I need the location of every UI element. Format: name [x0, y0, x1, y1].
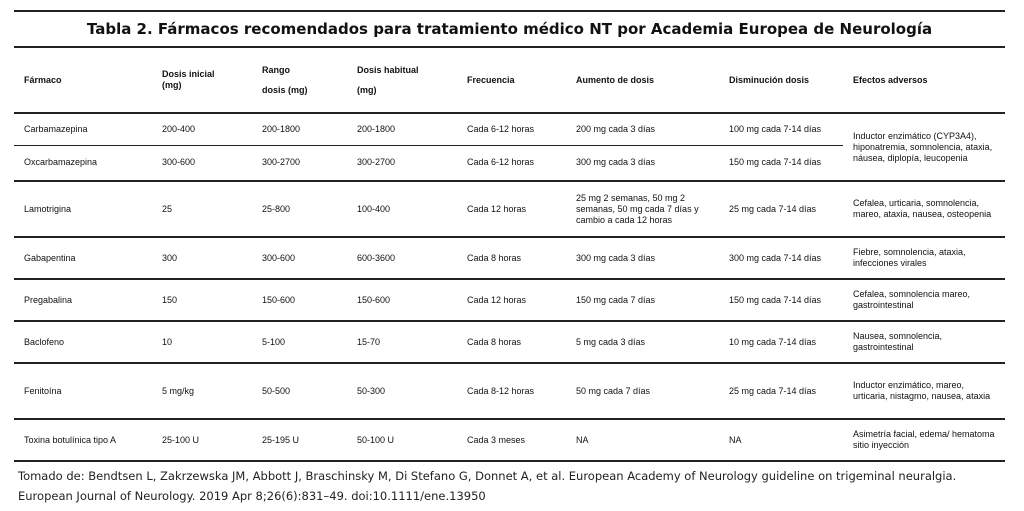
- cell-aumento: NA: [566, 419, 719, 461]
- header-dosis-habitual-unit: (mg): [357, 84, 377, 95]
- table-row: [14, 181, 1005, 237]
- table-row: [14, 419, 1005, 461]
- cell-habitual: 100-400: [347, 181, 457, 237]
- cell-inicial: 10: [152, 321, 252, 363]
- cell-rango: 200-1800: [262, 123, 301, 134]
- cell-disminucion: 25 mg cada 7-14 días: [719, 363, 843, 419]
- source-line-1: Tomado de: Bendtsen L, Zakrzewska JM, Abbott J, Braschinsky M, Di Stefano G, Donnet A, et al. European Academy of Neurology guideline on trigeminal neuralgia.: [18, 469, 957, 483]
- cell-disminucion: NA: [719, 419, 843, 461]
- header-dosis-habitual: [347, 47, 457, 113]
- header-aumento: Aumento de dosis: [566, 47, 719, 113]
- header-rango-unit: dosis (mg): [262, 84, 308, 95]
- cell-rango: 25-800: [252, 181, 347, 237]
- cell-farmaco: Baclofeno: [14, 321, 152, 363]
- cell-rango: 300-600: [252, 237, 347, 279]
- cell-inicial: 150: [152, 279, 252, 321]
- header-dosis-inicial-label: Dosis inicial: [162, 69, 215, 79]
- header-farmaco: Fármaco: [14, 47, 152, 113]
- cell-habitual: 50-100 U: [347, 419, 457, 461]
- cell-farmaco: Carbamazepina: [24, 123, 88, 134]
- cell-habitual: 300-2700: [347, 145, 457, 181]
- table-container: [14, 10, 1005, 462]
- cell-efectos: Asimetría facial, edema/ hematoma sitio inyección: [843, 419, 1005, 461]
- table-row: [14, 363, 1005, 419]
- table-row: [14, 321, 1005, 363]
- cell-frecuencia: Cada 6-12 horas: [467, 123, 535, 134]
- cell-habitual: 150-600: [347, 279, 457, 321]
- cell-efectos: Inductor enzimático, mareo, urticaria, nistagmo, nausea, ataxia: [843, 363, 1005, 419]
- cell-habitual: 600-3600: [347, 237, 457, 279]
- cell-efectos: Fiebre, somnolencia, ataxia, infecciones virales: [843, 237, 1005, 279]
- table-row: [14, 237, 1005, 279]
- cell-inicial: 5 mg/kg: [152, 363, 252, 419]
- cell-farmaco: Fenitoína: [14, 363, 152, 419]
- header-rango-label: Rango: [262, 64, 290, 75]
- cell-frecuencia: Cada 12 horas: [457, 181, 566, 237]
- cell-aumento: 50 mg cada 7 días: [566, 363, 719, 419]
- cell-disminucion: 150 mg cada 7-14 días: [719, 279, 843, 321]
- cell-frecuencia: Cada 8 horas: [457, 321, 566, 363]
- header-efectos: Efectos adversos: [843, 47, 1005, 113]
- header-rango: [252, 47, 347, 113]
- cell-disminucion: 300 mg cada 7-14 días: [719, 237, 843, 279]
- cell-farmaco: Pregabalina: [14, 279, 152, 321]
- cell-efectos: Nausea, somnolencia, gastrointestinal: [843, 321, 1005, 363]
- cell-rango: 300-2700: [252, 145, 347, 181]
- header-dosis-inicial-unit: (mg): [162, 80, 182, 90]
- cell-rango: 50-500: [252, 363, 347, 419]
- source-citation: [18, 466, 1018, 506]
- table-row: [14, 279, 1005, 321]
- cell-frecuencia: Cada 8-12 horas: [457, 363, 566, 419]
- cell-inicial: 200-400: [162, 123, 196, 134]
- header-disminucion: Disminución dosis: [719, 47, 843, 113]
- cell-inicial: 300-600: [152, 145, 252, 181]
- cell-habitual: 200-1800: [357, 123, 396, 134]
- cell-farmaco: Toxina botulínica tipo A: [14, 419, 152, 461]
- cell-habitual: 50-300: [347, 363, 457, 419]
- table-row: [14, 113, 1005, 145]
- cell-frecuencia: Cada 6-12 horas: [457, 145, 566, 181]
- cell-efectos: Cefalea, somnolencia mareo, gastrointestinal: [843, 279, 1005, 321]
- cell-farmaco: Gabapentina: [14, 237, 152, 279]
- cell-aumento: 25 mg 2 semanas, 50 mg 2 semanas, 50 mg cada 7 días y cambio a cada 12 horas: [566, 181, 719, 237]
- header-dosis-inicial: [152, 47, 252, 113]
- title-bar: [14, 10, 1005, 46]
- cell-efectos: Cefalea, urticaria, somnolencia, mareo, ataxia, nausea, osteopenia: [843, 181, 1005, 237]
- cell-inicial: 300: [152, 237, 252, 279]
- cell-habitual: 15-70: [347, 321, 457, 363]
- table-title: Tabla 2. Fármacos recomendados para tratamiento médico NT por Academia Europea de Neurología: [86, 20, 933, 38]
- drug-table: [14, 46, 1005, 462]
- cell-frecuencia: Cada 12 horas: [457, 279, 566, 321]
- cell-frecuencia: Cada 8 horas: [457, 237, 566, 279]
- cell-disminucion: 10 mg cada 7-14 días: [719, 321, 843, 363]
- cell-frecuencia: Cada 3 meses: [457, 419, 566, 461]
- cell-rango: 150-600: [252, 279, 347, 321]
- cell-farmaco: Oxcarbamazepina: [14, 145, 152, 181]
- cell-rango: 25-195 U: [252, 419, 347, 461]
- cell-aumento: 150 mg cada 7 días: [566, 279, 719, 321]
- header-row: [14, 47, 1005, 113]
- cell-inicial: 25: [152, 181, 252, 237]
- cell-aumento: 5 mg cada 3 días: [566, 321, 719, 363]
- cell-farmaco: Lamotrigina: [14, 181, 152, 237]
- cell-disminucion: 150 mg cada 7-14 días: [719, 145, 843, 181]
- source-line-2: European Journal of Neurology. 2019 Apr 8;26(6):831–49. doi:10.1111/ene.13950: [18, 489, 486, 503]
- cell-disminucion: 100 mg cada 7-14 días: [729, 123, 822, 134]
- cell-efectos-carbamazepina-oxcarbamazepina: Inductor enzimático (CYP3A4), hiponatremia, somnolencia, ataxia, náusea, diplopía, leucopenia: [853, 130, 993, 163]
- cell-aumento: 300 mg cada 3 días: [566, 237, 719, 279]
- cell-inicial: 25-100 U: [152, 419, 252, 461]
- cell-aumento: 300 mg cada 3 días: [566, 145, 719, 181]
- cell-aumento: 200 mg cada 3 días: [576, 123, 656, 134]
- cell-disminucion: 25 mg cada 7-14 días: [719, 181, 843, 237]
- header-dosis-habitual-label: Dosis habitual: [357, 64, 419, 75]
- header-frecuencia: Frecuencia: [457, 47, 566, 113]
- cell-rango: 5-100: [252, 321, 347, 363]
